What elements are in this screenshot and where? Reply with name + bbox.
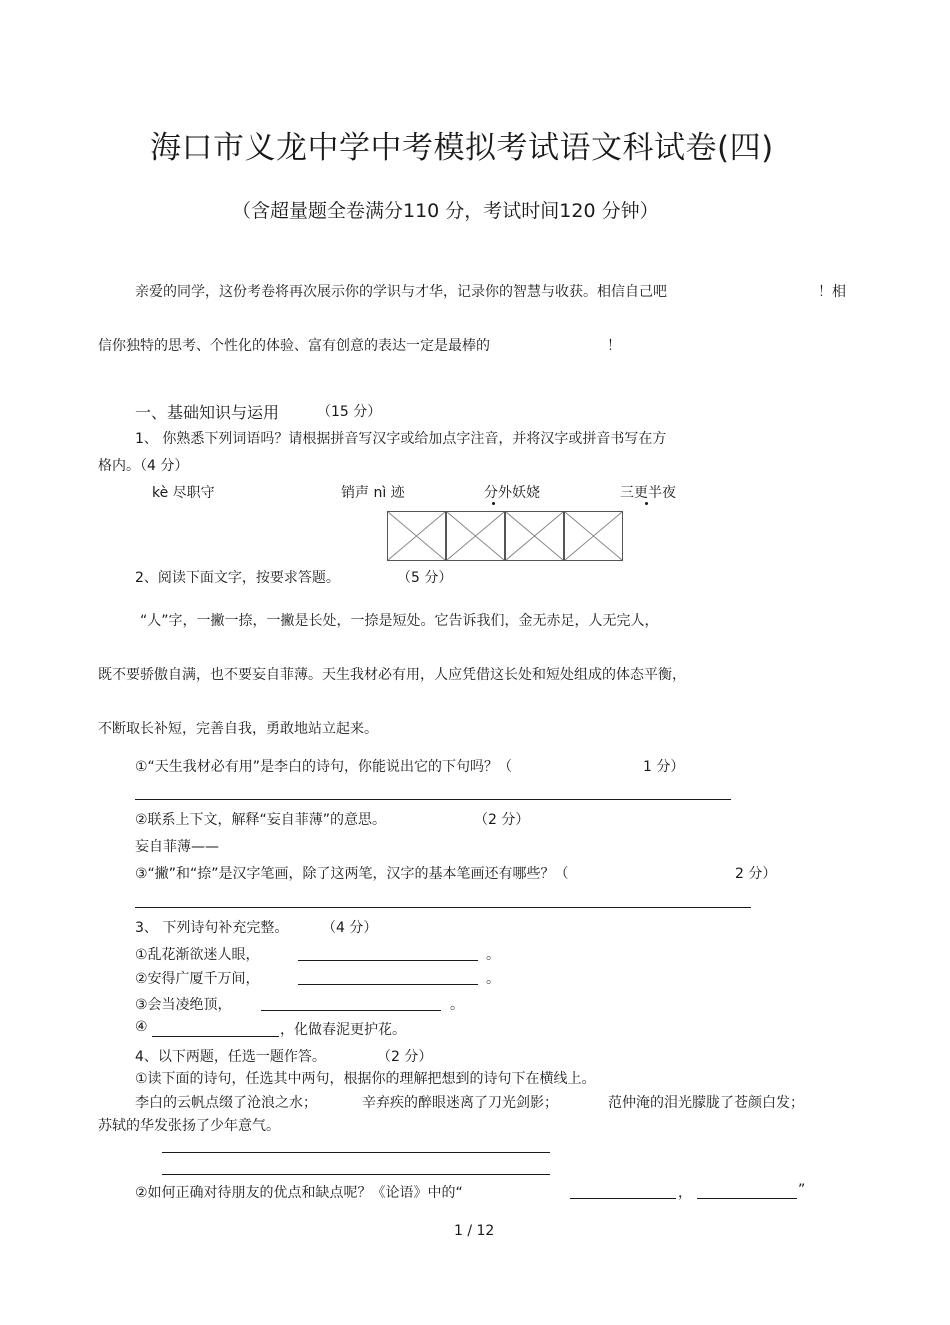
intro-line1: 亲爱的同学，这份考卷将再次展示你的学识与才华，记录你的智慧与收获。相信自己吧 [135, 284, 667, 300]
document-title: 海口市义龙中学中考模拟考试语文科试卷(四) [150, 130, 774, 166]
question-2-score: （5 分） [397, 570, 453, 586]
fill-blank[interactable] [570, 1198, 676, 1199]
intro-line2: 信你独特的思考、个性化的体验、富有创意的表达一定是最棒的 [98, 338, 490, 354]
question-2-sub2: ②联系上下文，解释“妄自菲薄”的意思。 [135, 812, 387, 828]
intro-line1-end: ！相 [818, 284, 846, 300]
poem-period: 。 [486, 971, 500, 987]
question-1-text-cont: 格内。（4 分） [98, 458, 189, 474]
question-4-text: 4、以下两题，任选一题作答。 [135, 1049, 326, 1065]
question-3-text: 3、 下列诗句补充完整。 [135, 920, 289, 936]
poem-line-3: ③会当凌绝顶， [135, 997, 232, 1013]
poem-period: 。 [486, 947, 500, 963]
fill-blank[interactable] [261, 1010, 441, 1011]
question-4-sub2: ②如何正确对待朋友的优点和缺点呢？《论语》中的“ [135, 1185, 463, 1201]
fill-blank[interactable] [152, 1036, 279, 1037]
poem-period: 。 [450, 997, 464, 1013]
fill-blank[interactable] [298, 984, 478, 985]
emphasis-dot [645, 502, 648, 505]
question-2-text: 2、阅读下面文字，按要求答题。 [135, 570, 340, 586]
answer-line[interactable] [162, 1174, 550, 1175]
question-1-text: 1、 你熟悉下列词语吗？请根据拼音写汉字或给加点字注音，并将汉字或拼音书写在方 [135, 431, 667, 447]
document-subtitle: （含超量题全卷满分110 分，考试时间120 分钟） [232, 200, 659, 222]
question-2-sub1: ①“天生我材必有用”是李白的诗句，你能说出它的下句吗？（ [135, 759, 513, 775]
poem-line-4: ，化做春泥更护花。 [280, 1022, 406, 1038]
question-4-sub1: ①读下面的诗句，任选其中两句，根据你的理解把想到的诗句下在横线上。 [135, 1071, 596, 1087]
word-item-3: 分外妖娆 [484, 485, 540, 501]
question-2-sub2-answer: 妄自菲薄—— [135, 839, 219, 855]
word-item-4: 三更半夜 [620, 485, 676, 501]
answer-line[interactable] [135, 799, 731, 800]
question-2-sub2-score: （2 分） [474, 812, 530, 828]
question-2-sub3-score: 2 分） [735, 866, 777, 882]
poem-sentence-2: 辛弃疾的醉眼迷离了刀光剑影； [362, 1095, 558, 1111]
answer-line[interactable] [162, 1152, 550, 1153]
intro-line2-end: ！ [607, 338, 621, 354]
answer-grid [387, 511, 623, 561]
answer-line[interactable] [135, 907, 751, 908]
passage-line-2: 既不要骄傲自满，也不要妄自菲薄。天生我材必有用，人应凭借这长处和短处组成的体态平衡， [98, 667, 686, 683]
fill-blank[interactable] [298, 960, 478, 961]
fill-blank[interactable] [697, 1198, 797, 1199]
answer-cell[interactable] [564, 511, 623, 561]
poem-sentence-1: 李白的云帆点缀了沧浪之水； [135, 1095, 317, 1111]
answer-cell[interactable] [505, 511, 564, 561]
poem-sentence-3: 范仲淹的泪光朦胧了苍颜白发； [608, 1095, 804, 1111]
passage-line-3: 不断取长补短，完善自我，勇敢地站立起来。 [98, 721, 378, 737]
quote-close: ” [798, 1182, 806, 1198]
emphasis-dot [492, 502, 495, 505]
page-number: 1 / 12 [454, 1223, 495, 1239]
passage-line-1: “人”字，一撇一捺，一撇是长处，一捺是短处。它告诉我们，金无赤足，人无完人， [140, 613, 659, 629]
poem-sentence-4: 苏轼的华发张扬了少年意气。 [98, 1118, 280, 1134]
section-heading: 一、基础知识与运用 [135, 403, 280, 422]
question-2-sub3: ③“撇”和“捺”是汉字笔画，除了这两笔，汉字的基本笔画还有哪些？（ [135, 866, 569, 882]
word-item-1: kè 尽职守 [152, 485, 215, 501]
answer-cell[interactable] [446, 511, 505, 561]
answer-cell[interactable] [387, 511, 446, 561]
section-score: （15 分） [317, 404, 382, 420]
poem-line-2: ②安得广厦千万间， [135, 971, 260, 987]
question-4-score: （2 分） [377, 1049, 433, 1065]
question-2-sub1-score: 1 分） [643, 759, 685, 775]
poem-line-4-number: ④ [135, 1019, 148, 1035]
question-3-score: （4 分） [322, 920, 378, 936]
poem-line-1: ①乱花渐欲迷人眼， [135, 947, 260, 963]
quote-comma: ， [678, 1185, 692, 1201]
word-item-2: 销声 nì 迹 [341, 485, 405, 501]
